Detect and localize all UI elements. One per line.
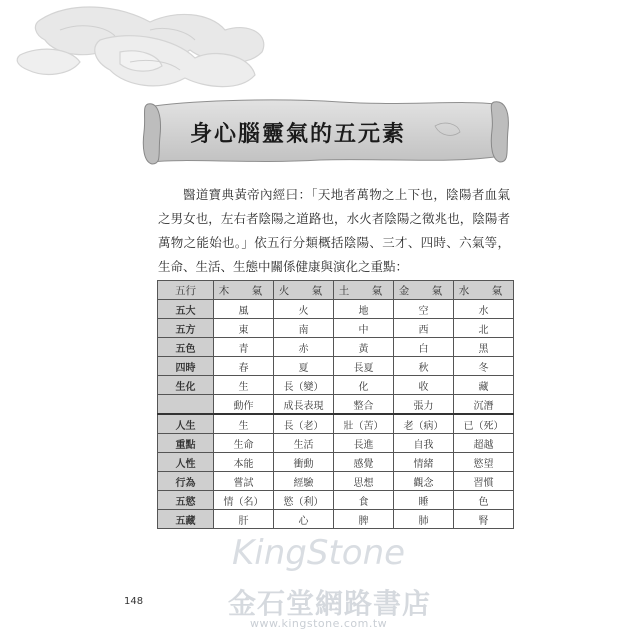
row-heading: 人性: [158, 453, 214, 472]
table-cell: 衝動: [274, 453, 334, 472]
table-row: [158, 414, 514, 434]
table-cell: 慾望: [454, 453, 514, 472]
table-cell: 風: [214, 300, 274, 319]
table-cell: 情緒: [394, 453, 454, 472]
table-cell: 藏: [454, 376, 514, 395]
table-row: [158, 300, 514, 319]
row-heading: 五慾: [158, 491, 214, 510]
table-row: [158, 434, 514, 453]
header-cell: 水 氣: [454, 281, 514, 300]
table-cell: 腎: [454, 510, 514, 529]
header-cell: 木 氣: [214, 281, 274, 300]
table-cell: 水: [454, 300, 514, 319]
table-cell: 經驗: [274, 472, 334, 491]
table-cell: 赤: [274, 338, 334, 357]
header-cell: 金 氣: [394, 281, 454, 300]
table-cell: 收: [394, 376, 454, 395]
row-heading: 五色: [158, 338, 214, 357]
table-row: [158, 510, 514, 529]
table-cell: 長夏: [334, 357, 394, 376]
table-cell: 火: [274, 300, 334, 319]
table-row: [158, 395, 514, 415]
table-cell: 南: [274, 319, 334, 338]
table-cell: 夏: [274, 357, 334, 376]
row-heading: 人生: [158, 414, 214, 434]
table-cell: 脾: [334, 510, 394, 529]
table-cell: 肝: [214, 510, 274, 529]
table-cell: 長（變）: [274, 376, 334, 395]
table-cell: 觀念: [394, 472, 454, 491]
table-cell: 黑: [454, 338, 514, 357]
table-cell: 青: [214, 338, 274, 357]
table-row: [158, 319, 514, 338]
table-row: [158, 453, 514, 472]
table-row: [158, 472, 514, 491]
five-elements-table: [157, 280, 514, 529]
table-cell: 思想: [334, 472, 394, 491]
row-heading: 五方: [158, 319, 214, 338]
table-row: [158, 376, 514, 395]
table-cell: 習慣: [454, 472, 514, 491]
watermark-url: www.kingstone.com.tw: [250, 617, 388, 630]
watermark-chinese: 金石堂網路書店: [228, 587, 432, 620]
table-cell: 感覺: [334, 453, 394, 472]
table-row: [158, 338, 514, 357]
page-title: 身心腦靈氣的五元素: [190, 122, 407, 147]
table-cell: 張力: [394, 395, 454, 415]
table-cell: 生活: [274, 434, 334, 453]
table-cell: 空: [394, 300, 454, 319]
table-cell: 長（老）: [274, 414, 334, 434]
table-cell: 地: [334, 300, 394, 319]
table-cell: 壯（苦）: [334, 414, 394, 434]
table-cell: 春: [214, 357, 274, 376]
table-cell: 長進: [334, 434, 394, 453]
table-cell: 情（名）: [214, 491, 274, 510]
row-heading: 四時: [158, 357, 214, 376]
table-cell: 化: [334, 376, 394, 395]
table-cell: 已（死）: [454, 414, 514, 434]
table-cell: 肺: [394, 510, 454, 529]
table-cell: 超越: [454, 434, 514, 453]
table-cell: 嘗試: [214, 472, 274, 491]
table-row: [158, 357, 514, 376]
header-cell: 五行: [158, 281, 214, 300]
table-cell: 生: [214, 414, 274, 434]
table-cell: 西: [394, 319, 454, 338]
table-cell: 冬: [454, 357, 514, 376]
row-heading: 五藏: [158, 510, 214, 529]
table-cell: 老（病）: [394, 414, 454, 434]
table-cell: 整合: [334, 395, 394, 415]
row-heading: 重點: [158, 434, 214, 453]
table-cell: 生命: [214, 434, 274, 453]
table-cell: 慾（利）: [274, 491, 334, 510]
table-cell: 生: [214, 376, 274, 395]
header-cell: 土 氣: [334, 281, 394, 300]
table-row: [158, 491, 514, 510]
row-heading: [158, 395, 214, 415]
table-cell: 秋: [394, 357, 454, 376]
kingstone-watermark: KingStone: [232, 533, 406, 573]
table-cell: 動作: [214, 395, 274, 415]
row-heading: 行為: [158, 472, 214, 491]
table-cell: 黃: [334, 338, 394, 357]
row-heading: 生化: [158, 376, 214, 395]
page-number: 148: [124, 596, 144, 607]
row-heading: 五大: [158, 300, 214, 319]
table-cell: 中: [334, 319, 394, 338]
table-cell: 成長表現: [274, 395, 334, 415]
table-header-row: [158, 281, 514, 300]
table-cell: 睡: [394, 491, 454, 510]
table-cell: 心: [274, 510, 334, 529]
cloud-decoration: [0, 0, 640, 110]
table-cell: 食: [334, 491, 394, 510]
header-cell: 火 氣: [274, 281, 334, 300]
table-cell: 本能: [214, 453, 274, 472]
table-cell: 東: [214, 319, 274, 338]
table-cell: 沉潛: [454, 395, 514, 415]
table-cell: 自我: [394, 434, 454, 453]
intro-paragraph: 醫道寶典黃帝內經曰：「天地者萬物之上下也，陰陽者血氣之男女也，左右者陰陽之道路也，水火者陰陽之徵兆也，陰陽者萬物之能始也。」依五行分類概括陰陽、三才、四時、六氣等，生命、生活、生態中關係健康與演化之重點：: [158, 187, 510, 274]
table-cell: 北: [454, 319, 514, 338]
table-cell: 色: [454, 491, 514, 510]
table-cell: 白: [394, 338, 454, 357]
